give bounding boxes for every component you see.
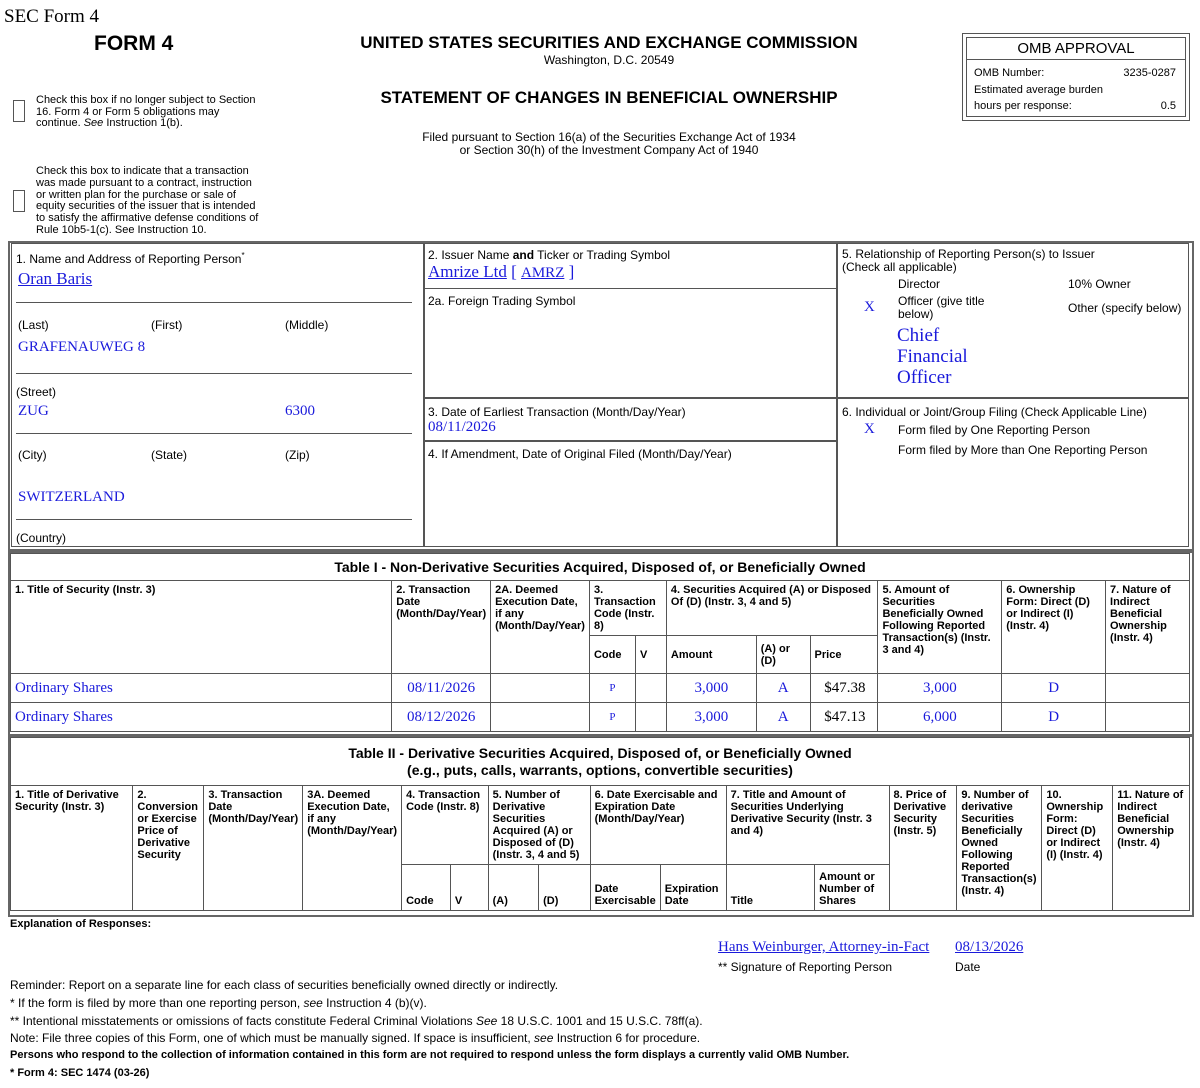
t2-h-underlying: 7. Title and Amount of Securities Underlying Derivative Security (Instr. 3 and 4): [726, 786, 889, 865]
t1-h-code: 3. Transaction Code (Instr. 8): [589, 581, 666, 636]
country-label: (Country): [16, 531, 67, 545]
t1-h-acquired: 4. Securities Acquired (A) or Disposed Of (D) (Instr. 3, 4 and 5): [666, 581, 878, 636]
t2-h-number: 5. Number of Derivative Securities Acquired (A) or Disposed of (D) (Instr. 3, 4 and 5): [488, 786, 590, 865]
first-label: (First): [151, 318, 183, 332]
t1-h-title: 1. Title of Security (Instr. 3): [11, 581, 392, 674]
filed-pursuant-line-1: Filed pursuant to Section 16(a) of the Securities Exchange Act of 1934: [422, 130, 796, 144]
table-1: [10, 553, 1190, 732]
ten-percent-owner-option: 10% Owner: [1068, 277, 1131, 291]
t1-r1-amount: 3,000: [666, 674, 756, 703]
t1-h-form: 6. Ownership Form: Direct (D) or Indirect (I) (Instr. 4): [1002, 581, 1106, 674]
other-option: Other (specify below): [1068, 301, 1182, 315]
zip-label: (Zip): [285, 448, 310, 462]
t1-h-price-sub: Price: [810, 636, 878, 674]
t2-h-date: 3. Transaction Date (Month/Day/Year): [204, 786, 303, 911]
t1-h-date: 2. Transaction Date (Month/Day/Year): [392, 581, 491, 674]
t1-r1-price: $47.38: [810, 674, 878, 703]
t2-h-title-sub: Title: [726, 865, 815, 911]
t2-h-deemed: 3A. Deemed Execution Date, if any (Month/Day/Year): [303, 786, 402, 911]
note-omb: Persons who respond to the collection of information contained in this form are not required to respond unless the form displays a currently valid OMB Number.: [10, 1049, 850, 1061]
name-divider: [16, 302, 412, 303]
t1-r1-code: P: [589, 674, 635, 703]
signature-date-label: Date: [955, 960, 981, 974]
t2-h-expiration-sub: Expiration Date: [660, 865, 726, 911]
table-1-title: Table I - Non-Derivative Securities Acquired, Disposed of, or Beneficially Owned: [11, 554, 1190, 581]
t2-h-owned: 9. Number of derivative Securities Beneficially Owned Following Reported Transaction(s) (Instr. 4): [957, 786, 1042, 911]
t2-h-v-sub: V: [450, 865, 488, 911]
t2-h-amount-sub: Amount or Number of Shares: [815, 865, 889, 911]
t1-h-owned: 5. Amount of Securities Beneficially Owned Following Reported Transaction(s) (Instr. 3 and 4): [878, 581, 1002, 674]
omb-burden-label-1: Estimated average burden: [974, 84, 1104, 96]
t1-r2-date: 08/12/2026: [392, 703, 491, 732]
street-value: GRAFENAUWEG 8: [18, 339, 146, 355]
multiple-reporting-persons-option: Form filed by More than One Reporting Person: [898, 443, 1148, 457]
t1-r1-ad: A: [756, 674, 810, 703]
t1-r1-deemed: [491, 674, 590, 703]
t1-r1-date: 08/11/2026: [392, 674, 491, 703]
t2-h-price: 8. Price of Derivative Security (Instr. 5): [889, 786, 957, 911]
last-label: (Last): [18, 318, 49, 332]
t1-h-v-sub: V: [635, 636, 666, 674]
issuer-name-link[interactable]: Amrize Ltd: [428, 262, 507, 281]
city-label: (City): [18, 448, 47, 462]
issuer-divider: [424, 288, 836, 289]
omb-number-label: OMB Number:: [974, 67, 1045, 79]
t1-h-deemed: 2A. Deemed Execution Date, if any (Month/Day/Year): [491, 581, 590, 674]
state-label: (State): [151, 448, 188, 462]
city-divider: [16, 433, 412, 434]
note-multiple-reporting: * If the form is filed by more than one reporting person, see Instruction 4 (b)(v).: [10, 996, 427, 1010]
country-value: SWITZERLAND: [18, 489, 125, 505]
no-longer-subject-checkbox[interactable]: [13, 100, 25, 122]
note-misstatements: ** Intentional misstatements or omissions of facts constitute Federal Criminal Violations See 18 U.S.C. 1001 and 15 U.S.C. 78ff(a).: [10, 1014, 703, 1028]
one-reporting-person-option: Form filed by One Reporting Person: [898, 423, 1091, 437]
t2-h-title: 1. Title of Derivative Security (Instr. 3): [11, 786, 133, 911]
t1-r1-owned: 3,000: [878, 674, 1002, 703]
omb-number-row: [974, 67, 1176, 79]
relationship-label: 5. Relationship of Reporting Person(s) to Issuer (Check all applicable): [842, 247, 1095, 274]
t1-r2-title: Ordinary Shares: [11, 703, 392, 732]
omb-approval-title: OMB APPROVAL: [967, 38, 1185, 60]
10b5-1-plan-checkbox[interactable]: [13, 190, 25, 212]
t1-h-code-sub: Code: [589, 636, 635, 674]
country-divider: [16, 519, 412, 520]
earliest-date-label: 3. Date of Earliest Transaction (Month/Day/Year): [428, 405, 686, 419]
t1-r2-amount: 3,000: [666, 703, 756, 732]
t1-r1-title: Ordinary Shares: [11, 674, 392, 703]
form-code-note: * Form 4: SEC 1474 (03-26): [10, 1067, 150, 1079]
t2-h-d-sub: (D): [539, 865, 590, 911]
zip-value: 6300: [285, 403, 315, 419]
no-longer-subject-text: Check this box if no longer subject to Section 16. Form 4 or Form 5 obligations may continue. See Instruction 1(b).: [36, 94, 256, 129]
agency-name: UNITED STATES SECURITIES AND EXCHANGE COMMISSION: [360, 33, 858, 52]
omb-burden-label-2: hours per response:: [974, 100, 1072, 112]
t2-h-exercisable: 6. Date Exercisable and Expiration Date (Month/Day/Year): [590, 786, 726, 865]
t1-r2-code: P: [589, 703, 635, 732]
table-row: [11, 674, 1190, 703]
t1-r2-price: $47.13: [810, 703, 878, 732]
t1-r2-owned: 6,000: [878, 703, 1002, 732]
omb-number: 3235-0287: [1123, 67, 1176, 79]
street-divider: [16, 373, 412, 374]
signature-link[interactable]: Hans Weinburger, Attorney-in-Fact: [718, 939, 930, 955]
t1-h-aord-sub: (A) or (D): [756, 636, 810, 674]
city-value: ZUG: [18, 403, 49, 419]
t2-h-code-sub: Code: [402, 865, 451, 911]
agency-location: Washington, D.C. 20549: [543, 53, 675, 67]
omb-burden-value: 0.5: [1160, 100, 1176, 112]
t2-h-a-sub: (A): [488, 865, 538, 911]
t1-h-amount-sub: Amount: [666, 636, 756, 674]
street-label: (Street): [16, 385, 57, 399]
t1-r2-form: D: [1002, 703, 1106, 732]
filing-label: 6. Individual or Joint/Group Filing (Check Applicable Line): [842, 405, 1147, 419]
middle-label: (Middle): [285, 318, 329, 332]
officer-checkmark: X: [864, 299, 875, 315]
table-row: [11, 703, 1190, 732]
signature-date-link[interactable]: 08/13/2026: [955, 939, 1024, 955]
t1-r1-form: D: [1002, 674, 1106, 703]
filed-pursuant-line-2: or Section 30(h) of the Investment Company Act of 1940: [459, 143, 759, 157]
signature-label: ** Signature of Reporting Person: [718, 960, 893, 974]
t2-h-code: 4. Transaction Code (Instr. 8): [402, 786, 489, 865]
table-2: [10, 737, 1190, 911]
explanation-label: Explanation of Responses:: [10, 918, 152, 930]
filing-checkmark: X: [864, 421, 875, 437]
10b5-1-plan-text: Check this box to indicate that a transaction was made pursuant to a contract, instruction or written plan for the purchase or sale of equity securities of the issuer that is intended to satisfy the affirmative defense conditions of Rule 10b5-1(c). See Instruction 10.: [36, 165, 259, 236]
sec-form-label: SEC Form 4: [4, 6, 100, 27]
reporting-person-label: 1. Name and Address of Reporting Person*: [16, 251, 245, 266]
t1-r2-v: [635, 703, 666, 732]
director-option: Director: [898, 277, 941, 291]
issuer-label: 2. Issuer Name and Ticker or Trading Symbol: [428, 248, 671, 262]
earliest-date-value: 08/11/2026: [428, 419, 496, 435]
t1-h-nature: 7. Nature of Indirect Beneficial Ownership (Instr. 4): [1106, 581, 1190, 674]
officer-title: Chief Financial Officer: [897, 325, 968, 388]
form-number: FORM 4: [94, 32, 174, 55]
t1-r2-nature: [1106, 703, 1190, 732]
t2-h-conversion: 2. Conversion or Exercise Price of Derivative Security: [133, 786, 204, 911]
ticker-link[interactable]: AMRZ: [521, 265, 565, 281]
table-2-title: Table II - Derivative Securities Acquired, Disposed of, or Beneficially Owned (e.g., puts, calls, warrants, options, convertible securities): [11, 738, 1190, 786]
filing-box: [837, 398, 1189, 547]
reporting-person-name-link[interactable]: Oran Baris: [18, 269, 93, 288]
amendment-label: 4. If Amendment, Date of Original Filed (Month/Day/Year): [428, 447, 732, 461]
note-copies: Note: File three copies of this Form, one of which must be manually signed. If space is insufficient, see Instruction 6 for procedure.: [10, 1031, 701, 1045]
foreign-symbol-label: 2a. Foreign Trading Symbol: [428, 294, 576, 308]
t2-h-date-exercisable-sub: Date Exercisable: [590, 865, 660, 911]
t1-r2-deemed: [491, 703, 590, 732]
statement-title: STATEMENT OF CHANGES IN BENEFICIAL OWNERSHIP: [380, 88, 838, 107]
reminder-note: Reminder: Report on a separate line for each class of securities beneficially owned directly or indirectly.: [10, 978, 559, 992]
t1-r1-v: [635, 674, 666, 703]
t2-h-form: 10. Ownership Form: Direct (D) or Indirect (I) (Instr. 4): [1042, 786, 1113, 911]
issuer-row: Amrize Ltd [ AMRZ ]: [428, 262, 575, 281]
omb-approval-box: [962, 33, 1190, 121]
omb-burden-row: [974, 100, 1176, 112]
t1-r1-nature: [1106, 674, 1190, 703]
t2-h-nature: 11. Nature of Indirect Beneficial Ownership (Instr. 4): [1113, 786, 1190, 911]
officer-option: Officer (give title below): [898, 294, 985, 321]
t1-r2-ad: A: [756, 703, 810, 732]
